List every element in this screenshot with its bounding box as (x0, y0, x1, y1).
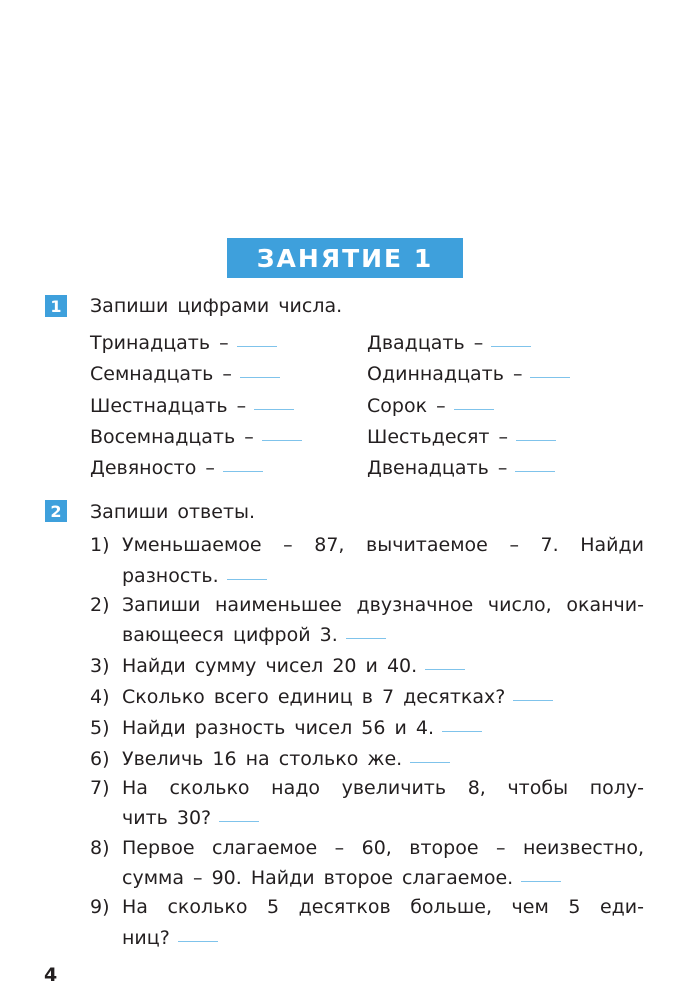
answer-blank[interactable] (178, 940, 218, 942)
task2-item-number: 3) (90, 655, 110, 677)
answer-blank[interactable] (223, 470, 263, 472)
answer-blank[interactable] (515, 470, 555, 472)
task2-item-line: вающееся цифрой 3. (122, 623, 386, 647)
task1-left-item: Шестнадцать – (90, 394, 294, 418)
task1-number-badge: 1 (45, 295, 67, 317)
task2-item-number: 1) (90, 534, 110, 556)
task1-right-item: Двадцать – (367, 331, 531, 355)
task2-item-number: 6) (90, 748, 110, 770)
answer-blank[interactable] (530, 376, 570, 378)
task2-item-line: ниц? (122, 926, 218, 950)
answer-blank[interactable] (491, 345, 531, 347)
task2-item-line: На сколько надо увеличить 8, чтобы полу- (122, 777, 644, 799)
task1-left-item: Семнадцать – (90, 362, 280, 386)
answer-blank[interactable] (227, 578, 267, 580)
answer-blank[interactable] (521, 880, 561, 882)
task1-instruction: Запиши цифрами числа. (90, 295, 343, 317)
task2-item-line: Увеличь 16 на столько же. (122, 747, 450, 771)
answer-blank[interactable] (237, 345, 277, 347)
answer-blank[interactable] (262, 439, 302, 441)
task1-right-item: Шестьдесят – (367, 425, 556, 449)
answer-blank[interactable] (346, 637, 386, 639)
task2-item-line: Запиши наименьшее двузначное число, оканчи- (122, 594, 644, 616)
answer-blank[interactable] (410, 761, 450, 763)
task2-item-line: разность. (122, 564, 267, 588)
answer-blank[interactable] (454, 408, 494, 410)
task2-item-number: 5) (90, 717, 110, 739)
task2-item-line: чить 30? (122, 806, 259, 830)
task2-item-number: 9) (90, 896, 110, 918)
answer-blank[interactable] (516, 439, 556, 441)
task1-right-item: Одиннадцать – (367, 362, 570, 386)
task2-number-badge: 2 (45, 500, 67, 522)
task1-right-item: Двенадцать – (367, 456, 555, 480)
task2-instruction: Запиши ответы. (90, 501, 256, 523)
task2-item-line: сумма – 90. Найди второе слагаемое. (122, 866, 561, 890)
answer-blank[interactable] (513, 699, 553, 701)
task2-item-number: 7) (90, 777, 110, 799)
answer-blank[interactable] (442, 730, 482, 732)
task2-item-line: Найди разность чисел 56 и 4. (122, 716, 482, 740)
task1-left-item: Восемнадцать – (90, 425, 302, 449)
task2-item-number: 4) (90, 686, 110, 708)
task2-item-number: 2) (90, 594, 110, 616)
task2-item-line: Найди сумму чисел 20 и 40. (122, 654, 465, 678)
task2-item-line: Первое слагаемое – 60, второе – неизвестно, (122, 837, 644, 859)
task2-item-line: Уменьшаемое – 87, вычитаемое – 7. Найди (122, 534, 644, 556)
task2-item-number: 8) (90, 837, 110, 859)
answer-blank[interactable] (254, 408, 294, 410)
task1-left-item: Девяносто – (90, 456, 263, 480)
answer-blank[interactable] (240, 376, 280, 378)
task2-item-line: На сколько 5 десятков больше, чем 5 еди- (122, 896, 644, 918)
task2-item-line: Сколько всего единиц в 7 десятках? (122, 685, 553, 709)
answer-blank[interactable] (219, 820, 259, 822)
page-number: 4 (44, 964, 58, 986)
task1-left-item: Тринадцать – (90, 331, 277, 355)
lesson-title: ЗАНЯТИЕ 1 (227, 238, 463, 278)
task1-right-item: Сорок – (367, 394, 494, 418)
answer-blank[interactable] (425, 668, 465, 670)
